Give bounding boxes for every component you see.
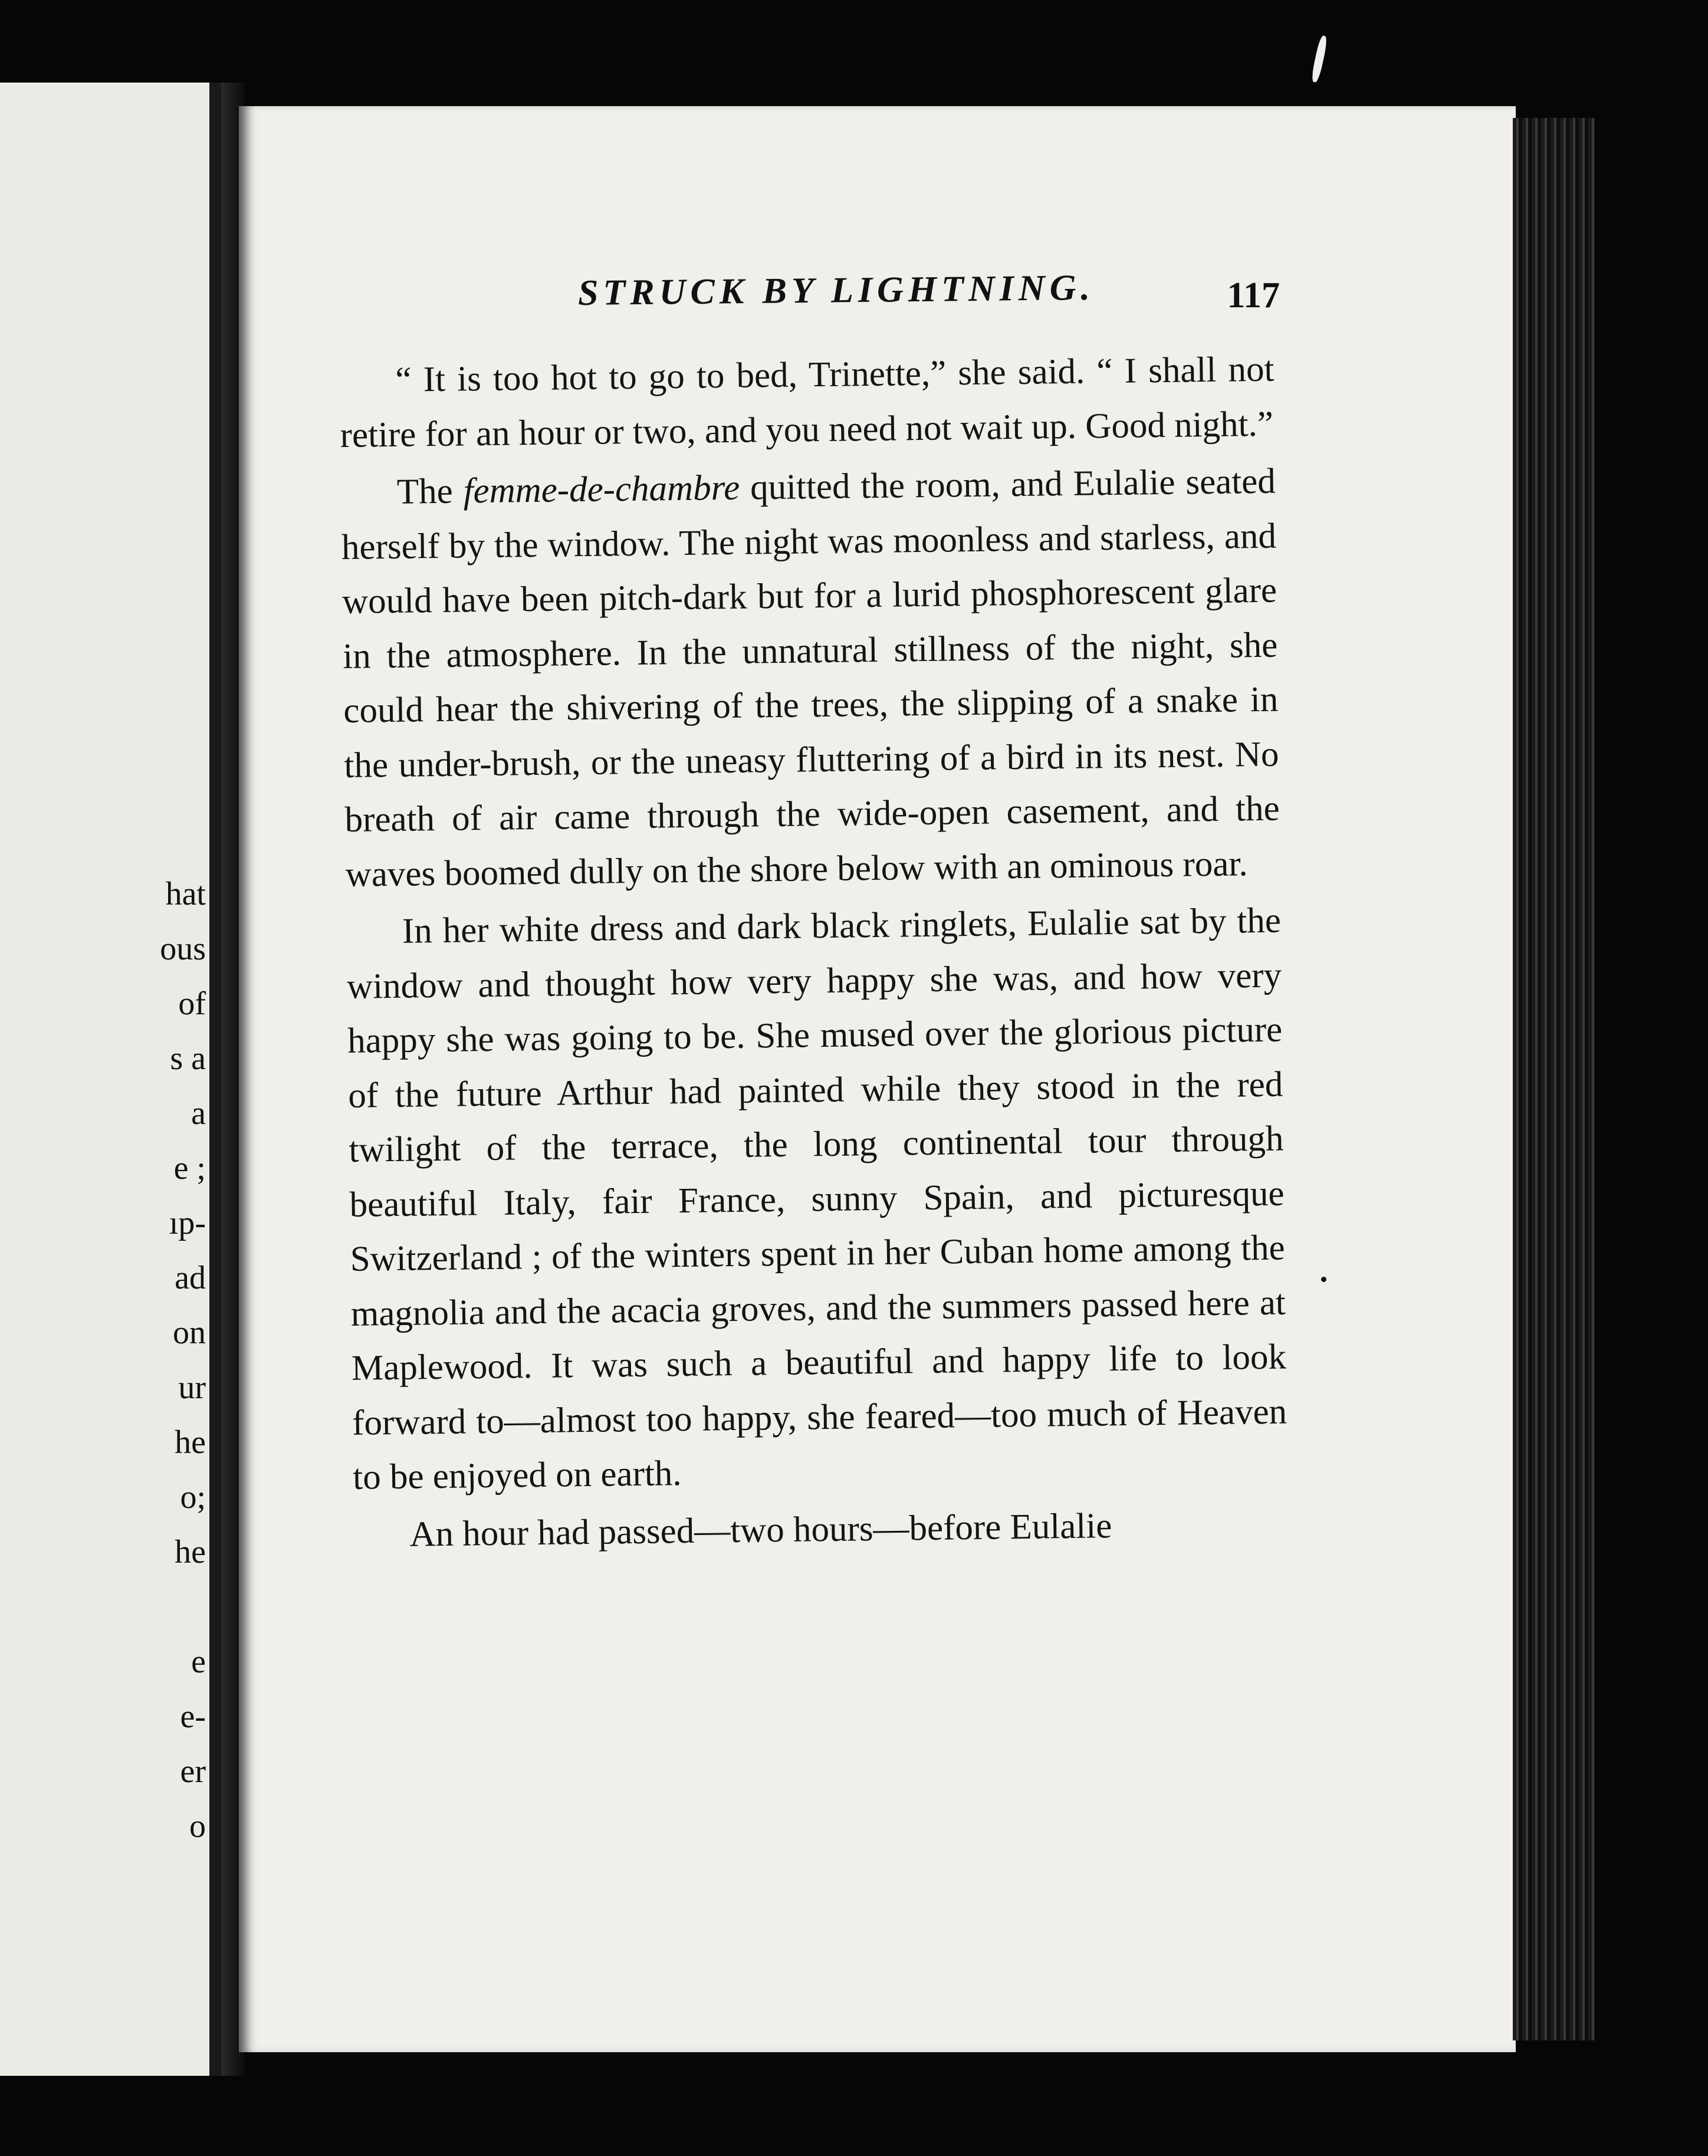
left-fragment: he <box>175 1534 206 1570</box>
page-header <box>330 267 1280 320</box>
body-text <box>339 343 1289 1566</box>
paragraph <box>340 455 1280 902</box>
left-fragment: s a <box>170 1040 206 1077</box>
left-fragment: o <box>189 1808 206 1845</box>
left-fragment: hat <box>165 876 206 912</box>
page-edges <box>1513 118 1595 2040</box>
text-run: An hour had passed—two hours—before Eulalie <box>409 1506 1112 1554</box>
left-fragment: on <box>173 1314 206 1351</box>
paragraph <box>353 1497 1289 1563</box>
left-fragment: ur <box>178 1369 206 1406</box>
left-fragment: ad <box>175 1260 206 1296</box>
left-fragment: o; <box>180 1479 206 1516</box>
left-page <box>0 83 225 2076</box>
page-number: 117 <box>1227 275 1280 315</box>
left-fragment: e <box>191 1644 206 1680</box>
left-fragment: a <box>191 1095 206 1132</box>
text-run: “ It is too hot to go to bed, Trinette,” she said. “ I shall not retire for an hour or two, and you need not wait up. Good night.” <box>340 349 1275 455</box>
text-run: The <box>396 471 464 512</box>
left-fragment <box>0 1580 209 1635</box>
text-run: quitted the room, and Eulalie seated herself by the window. The night was moonless and starless, and would have been pitch-dark but for a lurid phosphorescent glare in the atmosphere. In the unnatural stillness of the night, she could hear the shivering of the trees, the slipping of a snake in the under-brush, or the uneasy fluttering of a bird in its nest. No breath of air came through the wide-open casement, and the waves boomed dully on the shore below with an ominous roar. <box>341 461 1280 895</box>
scan-speck <box>1321 1277 1326 1282</box>
left-fragment: e- <box>180 1698 206 1735</box>
left-fragment: of <box>178 985 206 1022</box>
left-page-text <box>0 867 209 1854</box>
running-title: STRUCK BY LIGHTNING. <box>577 267 1095 313</box>
left-fragment: ous <box>160 931 206 967</box>
paragraph <box>346 894 1287 1506</box>
left-fragment: he <box>175 1424 206 1461</box>
text-run: In her white dress and dark black ringlets, Eulalie sat by the window and thought how very happy she was, and how very happy she was going to be. She mused over the glorious picture of the future Arthur had painted while they stood in the red twilight of the terrace, the long continental tour through beautiful Italy, fair France, sunny Spain, and picturesque Switzerland ; of the winters spent in her Cuban home among the magnolia and the acacia groves, and the summers passed here at Maplewood. It was such a beautiful and happy life to look forward to—almost too happy, she feared—too much of Heaven to be enjoyed on earth. <box>346 900 1287 1497</box>
left-fragment: e ; <box>173 1150 206 1187</box>
left-fragment: er <box>180 1753 206 1790</box>
paragraph <box>339 343 1275 463</box>
left-fragment: ıp- <box>169 1205 206 1241</box>
italic-phrase: femme-de-chambre <box>463 468 740 511</box>
